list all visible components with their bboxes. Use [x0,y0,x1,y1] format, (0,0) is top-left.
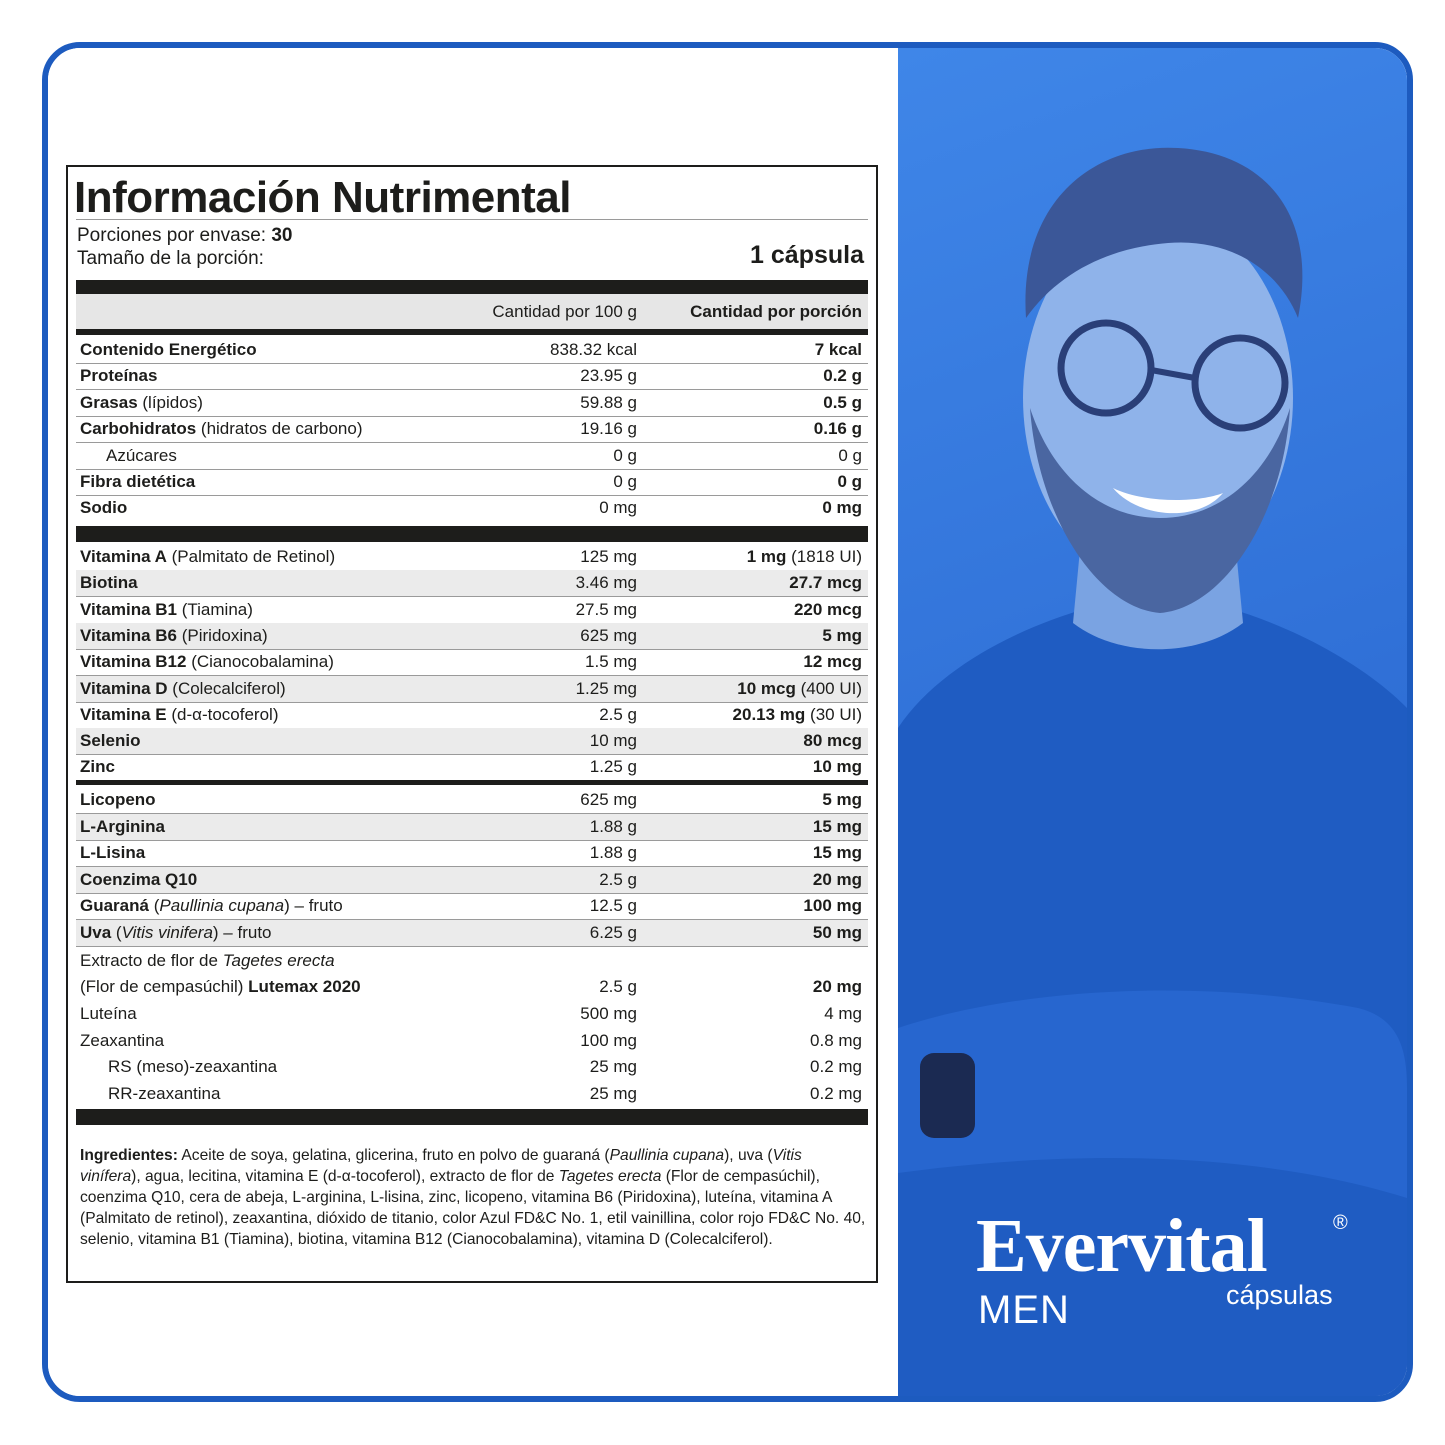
value-per-serving: 0.5 g [823,392,862,412]
value-per-100g: 1.25 g [589,757,637,777]
value-per-serving: 0.16 g [813,419,862,439]
column-header-per-100g: Cantidad por 100 g [492,302,637,321]
nutrient-name: Fibra dietética [80,472,196,491]
value-per-100g: 100 mg [580,1030,637,1050]
nutrient-row [76,390,868,416]
value-per-100g: 1.88 g [589,816,637,836]
vitamin-name: Vitamina B1 (Tiamina) [80,599,253,619]
brand-line: MEN [978,1288,1070,1332]
value-per-100g: 0 g [613,472,637,491]
nutrient-name: Sodio [80,498,128,518]
vitamin-row [76,754,868,780]
nutrient-name: L-Lisina [80,843,146,862]
value-per-100g: 12.5 g [589,896,637,915]
brand-logo [976,1204,1348,1332]
brand-name: Evervital [976,1204,1267,1288]
value-per-serving: 10 mcg (400 UI) [737,678,862,698]
model-photo-panel [898,48,1407,1396]
bottom-divider [76,1109,868,1125]
carotenoid-row [76,1054,868,1080]
row-divider [76,946,868,947]
value-per-serving: 20 mg [812,869,862,889]
medium-divider [76,780,868,785]
carotenoid-name: Luteína [80,1004,137,1023]
vitamin-row [76,676,868,702]
value-per-100g: 59.88 g [580,392,637,412]
value-per-serving: 0 g [837,472,862,491]
value-per-serving: 20.13 mg (30 UI) [732,704,862,724]
value-per-100g: 500 mg [580,1004,637,1023]
other-nutrient-row [76,920,868,946]
value-per-100g: 625 mg [580,790,637,809]
nutrient-name: L-Arginina [80,816,165,836]
value-per-serving: 0.2 mg [810,1083,862,1103]
value-per-serving: 0.8 mg [810,1030,862,1050]
value-per-100g: 838.32 kcal [550,340,637,359]
vitamin-row [76,597,868,623]
vitamin-row [76,702,868,728]
other-nutrient-row [76,867,868,893]
vitamin-name: Zinc [80,757,115,777]
nutrition-title: Información Nutrimental [74,173,571,222]
value-per-serving: 0 g [838,445,862,465]
value-per-100g: 1.5 mg [585,652,637,672]
value-per-100g: 23.95 g [580,366,637,386]
nutrient-name: Azúcares [106,445,177,465]
value-per-100g: 2.5 g [599,704,637,724]
value-per-serving: 12 mcg [803,652,862,672]
vitamin-row [76,544,868,570]
nutrient-row [76,363,868,389]
value-per-100g: 1.25 mg [575,678,637,698]
carotenoid-row [76,1081,868,1107]
nutrient-name: Proteínas [80,366,158,386]
value-per-100g: 0 g [613,445,637,465]
vitamin-name: Selenio [80,731,141,751]
vitamin-row [76,728,868,754]
nutrient-row [76,337,868,363]
vitamin-row [76,649,868,675]
carotenoid-name: RS (meso)-zeaxantina [108,1057,278,1076]
nutrition-facts-box [66,165,878,1283]
nutrient-name: Contenido Energético [80,340,257,359]
other-nutrient-row [76,893,868,919]
value-per-serving: 27.7 mcg [789,573,862,593]
value-per-100g: 25 mg [589,1083,637,1103]
nutrient-name: Guaraná (Paullinia cupana) – fruto [80,896,343,915]
value-per-100g: 27.5 mg [575,599,637,619]
value-per-100g: 2.5 g [599,869,637,889]
value-per-100g: 125 mg [580,547,637,566]
value-per-100g: 19.16 g [580,419,637,439]
tagetes-row-2: (Flor de cempasúchil) Lutemax 2020 2.5 g 20 mg [80,977,862,996]
value-per-serving: 15 mg [812,843,862,862]
value-per-serving: 5 mg [822,625,862,645]
vitamin-name: Vitamina B12 (Cianocobalamina) [80,652,334,672]
value-per-serving: 0.2 g [823,366,862,386]
value-per-100g: 1.88 g [589,843,637,862]
vitamin-row [76,623,868,649]
value-per-serving: 50 mg [812,922,862,942]
nutrient-name: Licopeno [80,790,156,809]
vitamin-name: Vitamina A (Palmitato de Retinol) [80,547,336,566]
value-per-100g: 0 mg [599,498,637,518]
nutrient-row [76,495,868,521]
value-per-serving: 0 mg [822,498,862,518]
nutrient-row [76,443,868,469]
carotenoid-row [76,1028,868,1054]
nutrient-name: Carbohidratos (hidratos de carbono) [80,419,363,439]
vitamin-name: Vitamina E (d-α-tocoferol) [80,704,279,724]
header-divider [76,329,868,335]
value-per-serving: 80 mcg [803,731,862,751]
vitamin-name: Vitamina D (Colecalciferol) [80,678,286,698]
value-per-100g: 25 mg [589,1057,637,1076]
carotenoid-name: Zeaxantina [80,1030,165,1050]
serving-size-value: 1 cápsula [750,241,864,269]
value-per-serving: 1 mg (1818 UI) [746,547,862,566]
value-per-serving: 220 mcg [793,599,862,619]
title-divider [76,219,868,220]
value-per-100g: 625 mg [580,625,637,645]
vitamin-row [76,570,868,596]
value-per-serving: 5 mg [822,790,862,809]
value-per-serving: 0.2 mg [810,1057,862,1076]
value-per-serving: 100 mg [803,896,862,915]
value-per-serving: 4 mg [824,1004,862,1023]
registered-mark: ® [1333,1212,1348,1234]
thick-divider [76,280,868,294]
servings-per-container: Porciones por envase: 30 [77,225,293,246]
value-per-100g: 3.46 mg [575,573,637,593]
other-nutrient-row [76,840,868,866]
nutrition-panel [48,48,898,1396]
smiling-man-illustration [898,48,1407,1396]
tagetes-row-1: Extracto de flor de Tagetes erecta [80,951,335,970]
carotenoid-row [76,1001,868,1027]
other-nutrient-row [76,787,868,813]
value-per-100g: 6.25 g [589,922,637,942]
column-header-per-serving: Cantidad por porción [690,302,862,321]
thick-divider [76,526,868,542]
value-per-100g: 10 mg [589,731,637,751]
nutrient-row [76,469,868,495]
vitamin-name: Biotina [80,573,138,593]
product-card [42,42,1413,1402]
ingredients-text: Ingredientes: Aceite de soya, gelatina, glicerina, fruto en polvo de guaraná (Paullinia cupana), uva (Vitis vinífera), agua, lecitina, vitamina E (d-α-tocoferol), extracto de flor de Tagetes erecta (Flor de cempasúchil), coenzima Q10, cera de abeja, L-arginina, L-lisina, zinc, licopeno, vitamina B6 (Piridoxina), luteína, vitamina A (Palmitato de retinol), zeaxantina, dióxido de titanio, color Azul FD&C No. 1, etil vainillina, color rojo FD&C No. 40, selenio, vitamina B1 (Tiamina), biotina, vitamina B12 (Cianocobalamina), vitamina D (Colecalciferol). [80,1147,866,1248]
brand-subtitle: cápsulas [1226,1280,1333,1310]
value-per-serving: 10 mg [812,757,862,777]
serving-size-label: Tamaño de la porción: [77,248,264,269]
nutrient-name: Uva (Vitis vinifera) – fruto [80,922,272,942]
value-per-serving: 15 mg [812,816,862,836]
carotenoid-name: RR-zeaxantina [108,1083,221,1103]
nutrient-row [76,416,868,442]
nutrient-name: Grasas (lípidos) [80,392,203,412]
column-header-row [76,294,868,329]
other-nutrient-row [76,814,868,840]
vitamin-name: Vitamina B6 (Piridoxina) [80,625,268,645]
value-per-serving: 7 kcal [814,340,862,359]
nutrient-name: Coenzima Q10 [80,869,198,889]
